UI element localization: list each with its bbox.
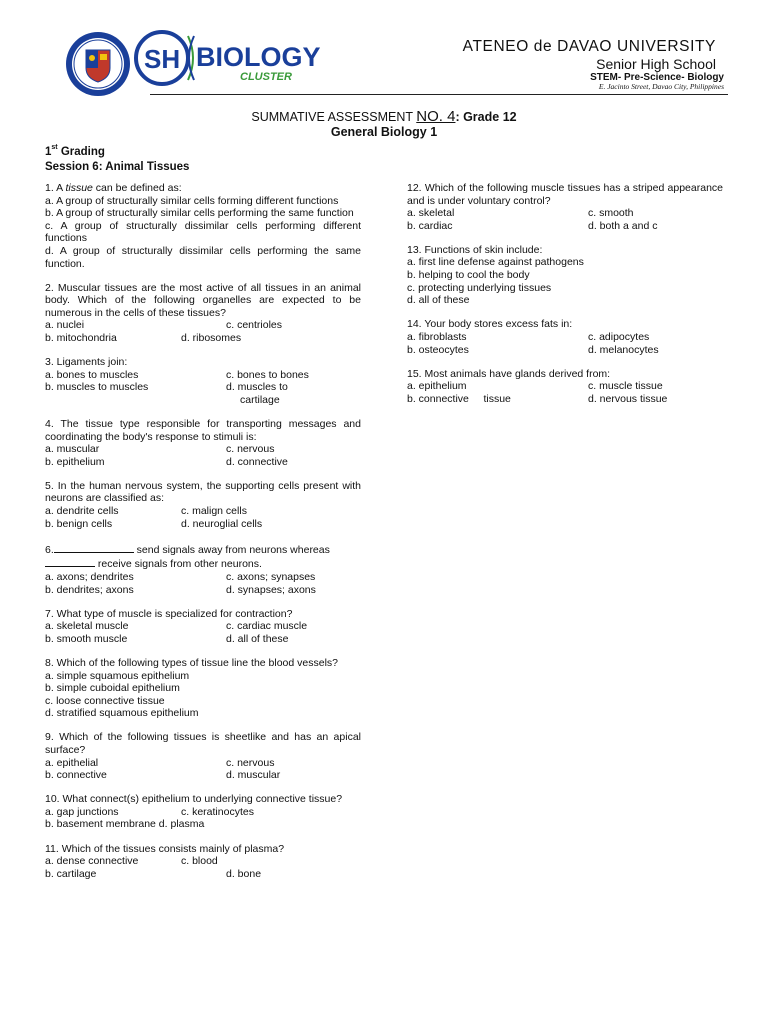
- question-8: 8. Which of the following types of tissue line the blood vessels? a. simple squamous epithelium b. simple cuboidal epithelium c. loose connective tissue d. stratified squamous epithelium: [45, 656, 338, 720]
- subject-title: General Biology 1: [330, 125, 438, 139]
- question-7: 7. What type of muscle is specialized for contraction? a. skeletal muscle c. cardiac muscle b. smooth muscle d. all of these: [45, 607, 308, 645]
- question-10: 10. What connect(s) epithelium to underlying connective tissue? a. gap junctions c. keratinocytes b. basement membrane d. plasma: [45, 793, 343, 831]
- question-5: 5. In the human nervous system, the supporting cells present with neurons are classified as: a. dendrite cells c. malign cells b. benign cells d. neuroglial cells: [45, 479, 361, 530]
- question-6: 6. send signals away from neurons whereas receive signals from other neurons. a. axons; dendrites c. axons; synapses b. dendrites; axons d. synapses; axons: [45, 543, 330, 596]
- question-15: 15. Most animals have glands derived from: a. epithelium c. muscle tissue b. connective tissue d. nervous tissue: [407, 367, 668, 405]
- assessment-number: NO. 4: [416, 108, 456, 125]
- question-2: 2. Muscular tissues are the most active of all tissues in an animal body. Which of the following organelles are expected to be numerous in the cells of these tissues? a. nuclei c. centrioles b. mitochondria d. ribosomes: [45, 281, 361, 345]
- questions-right-column: [407, 182, 723, 417]
- university-name: ATENEO de DAVAO UNIVERSITY: [462, 38, 716, 55]
- cluster-logo-text: CLUSTER: [240, 71, 292, 83]
- answer-blank-2[interactable]: [45, 556, 95, 567]
- school-address: E. Jacinto Street, Davao City, Philippines: [598, 82, 724, 91]
- question-12: 12. Which of the following muscle tissues has a striped appearance and is under voluntary control? a. skeletal c. smooth b. cardiac d. both a and c: [407, 182, 723, 232]
- school-name: Senior High School: [596, 56, 716, 72]
- strand-name: STEM- Pre-Science- Biology: [590, 72, 724, 83]
- answer-blank-1[interactable]: [54, 542, 134, 553]
- question-13: 13. Functions of skin include: a. first line defense against pathogens b. helping to cool the body c. protecting underlying tissues d. all of these: [407, 243, 584, 307]
- question-11: 11. Which of the tissues consists mainly of plasma? a. dense connective c. blood b. cartilage d. bone: [45, 842, 285, 880]
- questions-left-column: [45, 182, 361, 892]
- grading-info: 1st Grading Session 6: Animal Tissues: [45, 144, 190, 173]
- header-divider: [150, 94, 728, 95]
- assessment-title: SUMMATIVE ASSESSMENT NO. 4: Grade 12: [251, 108, 517, 125]
- question-9: 9. Which of the following tissues is sheetlike and has an apical surface? a. epithelial c. nervous b. connective d. muscular: [45, 731, 361, 782]
- question-14: 14. Your body stores excess fats in: a. fibroblasts c. adipocytes b. osteocytes d. melanocytes: [407, 318, 659, 356]
- university-seal-logo: [64, 30, 132, 98]
- question-1: 1. A tissue can be defined as: a. A group of structurally similar cells forming different functions b. A group of structurally similar cells performing the same function c. A group of structurally dissimilar cells performing different functions d. A group of structurally dissimilar cells performing the same function.: [45, 182, 361, 270]
- biology-cluster-logo: [134, 28, 324, 88]
- question-4: 4. The tissue type responsible for transporting messages and coordinating the body's response to stimuli is: a. muscular c. nervous b. epithelium d. connective: [45, 418, 361, 468]
- svg-text:SH: SH: [144, 44, 181, 74]
- question-3: 3. Ligaments join: a. bones to muscles c. bones to bones b. muscles to muscles d. muscles to cartilage: [45, 356, 309, 406]
- biology-logo-text: BIOLOGY: [196, 42, 321, 72]
- session-title: Session 6: Animal Tissues: [45, 161, 190, 173]
